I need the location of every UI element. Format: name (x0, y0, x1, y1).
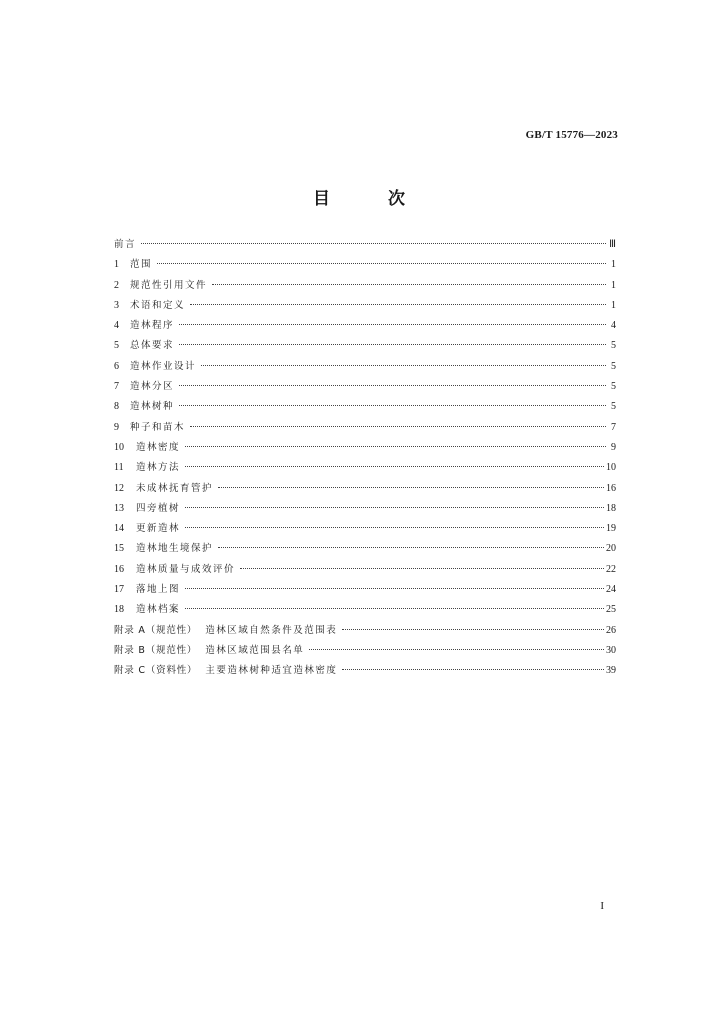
toc-dot-leader (185, 497, 604, 508)
toc-title: 主要造林树种适宜造林密度 (205, 665, 338, 677)
toc-title: 造林方法 (136, 462, 181, 474)
toc-title: 四旁植树 (136, 502, 181, 514)
toc-page-number: 5 (611, 381, 616, 393)
toc-page-number: 5 (611, 360, 616, 372)
toc-title: 落地上图 (136, 584, 181, 596)
toc-number: 11 (114, 462, 124, 474)
toc-title: 造林质量与成效评价 (136, 563, 236, 575)
toc-dot-leader (185, 517, 604, 528)
toc-page-number: 30 (606, 644, 616, 656)
toc-page-number: 26 (606, 624, 616, 636)
toc-number: 8 (114, 401, 119, 413)
toc-dot-leader (185, 578, 604, 589)
toc-dot-leader (179, 334, 606, 345)
toc-dot-leader (179, 314, 606, 325)
toc-page-number: 22 (606, 563, 616, 575)
toc-title: 术语和定义 (130, 299, 186, 311)
toc-title: 造林程序 (130, 320, 175, 332)
page-title: 目 次 (313, 189, 431, 209)
toc-number: 17 (114, 584, 124, 596)
toc-page-number: 24 (606, 584, 616, 596)
toc-dot-leader (201, 355, 606, 366)
toc-page-number: 10 (606, 462, 616, 474)
toc-title: 造林树种 (130, 401, 175, 413)
toc-page-number: 1 (611, 259, 616, 271)
toc-page-number: 39 (606, 665, 616, 677)
toc-number: 10 (114, 441, 124, 453)
toc-dot-leader (179, 375, 606, 386)
toc-number: 1 (114, 259, 119, 271)
toc-number: 14 (114, 523, 124, 535)
toc-page-number: 1 (611, 299, 616, 311)
toc-number: 9 (114, 421, 119, 433)
toc-dot-leader (309, 639, 604, 650)
toc-page-number: 16 (606, 482, 616, 494)
toc-page-number: 19 (606, 523, 616, 535)
toc-title: 造林区域范围县名单 (205, 644, 305, 656)
toc-number: 4 (114, 320, 119, 332)
toc-annex-label: 附录 B（规范性） (114, 644, 198, 656)
toc-title: 范围 (130, 259, 153, 271)
toc-page-number: 25 (606, 604, 616, 616)
toc-number: 2 (114, 279, 119, 291)
toc-title: 造林分区 (130, 381, 175, 393)
toc-dot-leader (190, 416, 606, 427)
toc-title: 更新造林 (136, 523, 181, 535)
toc-dot-leader (185, 436, 606, 447)
toc-dot-leader (218, 477, 604, 488)
toc-dot-leader (218, 537, 604, 548)
toc-page-number: 9 (611, 441, 616, 453)
toc-page-number: 5 (611, 340, 616, 352)
toc-title: 未成林抚育管护 (136, 482, 214, 494)
toc-title: 造林密度 (136, 441, 181, 453)
toc-number: 3 (114, 299, 119, 311)
toc-page-number: 4 (611, 320, 616, 332)
toc-number: 13 (114, 502, 124, 514)
toc-page-number: 1 (611, 279, 616, 291)
toc-number: 12 (114, 482, 124, 494)
toc-entry[interactable] (114, 662, 616, 682)
toc-title: 总体要求 (130, 340, 175, 352)
table-of-contents (114, 236, 616, 683)
toc-dot-leader (190, 294, 606, 305)
toc-dot-leader (342, 619, 604, 630)
toc-number: 18 (114, 604, 124, 616)
toc-dot-leader (157, 253, 606, 264)
toc-page-number: 5 (611, 401, 616, 413)
toc-page-number: Ⅲ (609, 239, 616, 250)
toc-dot-leader (141, 233, 606, 244)
standard-code: GB/T 15776—2023 (525, 129, 618, 141)
toc-title: 前言 (114, 239, 137, 250)
page-number: I (600, 900, 604, 912)
toc-title: 造林档案 (136, 604, 181, 616)
toc-number: 16 (114, 563, 124, 575)
toc-dot-leader (342, 659, 604, 670)
toc-number: 6 (114, 360, 119, 372)
toc-dot-leader (179, 395, 606, 406)
toc-dot-leader (185, 598, 604, 609)
toc-number: 5 (114, 340, 119, 352)
toc-annex-label: 附录 A（规范性） (114, 624, 198, 636)
toc-page-number: 20 (606, 543, 616, 555)
toc-title: 种子和苗木 (130, 421, 186, 433)
toc-title: 造林作业设计 (130, 360, 197, 372)
toc-number: 15 (114, 543, 124, 555)
toc-page-number: 18 (606, 502, 616, 514)
toc-title: 造林区域自然条件及范围表 (205, 624, 338, 636)
toc-annex-label: 附录 C（资料性） (114, 665, 198, 677)
toc-dot-leader (240, 558, 604, 569)
toc-dot-leader (212, 274, 606, 285)
toc-page-number: 7 (611, 421, 616, 433)
toc-title: 规范性引用文件 (130, 279, 208, 291)
toc-title: 造林地生境保护 (136, 543, 214, 555)
toc-number: 7 (114, 381, 119, 393)
toc-dot-leader (185, 456, 604, 467)
